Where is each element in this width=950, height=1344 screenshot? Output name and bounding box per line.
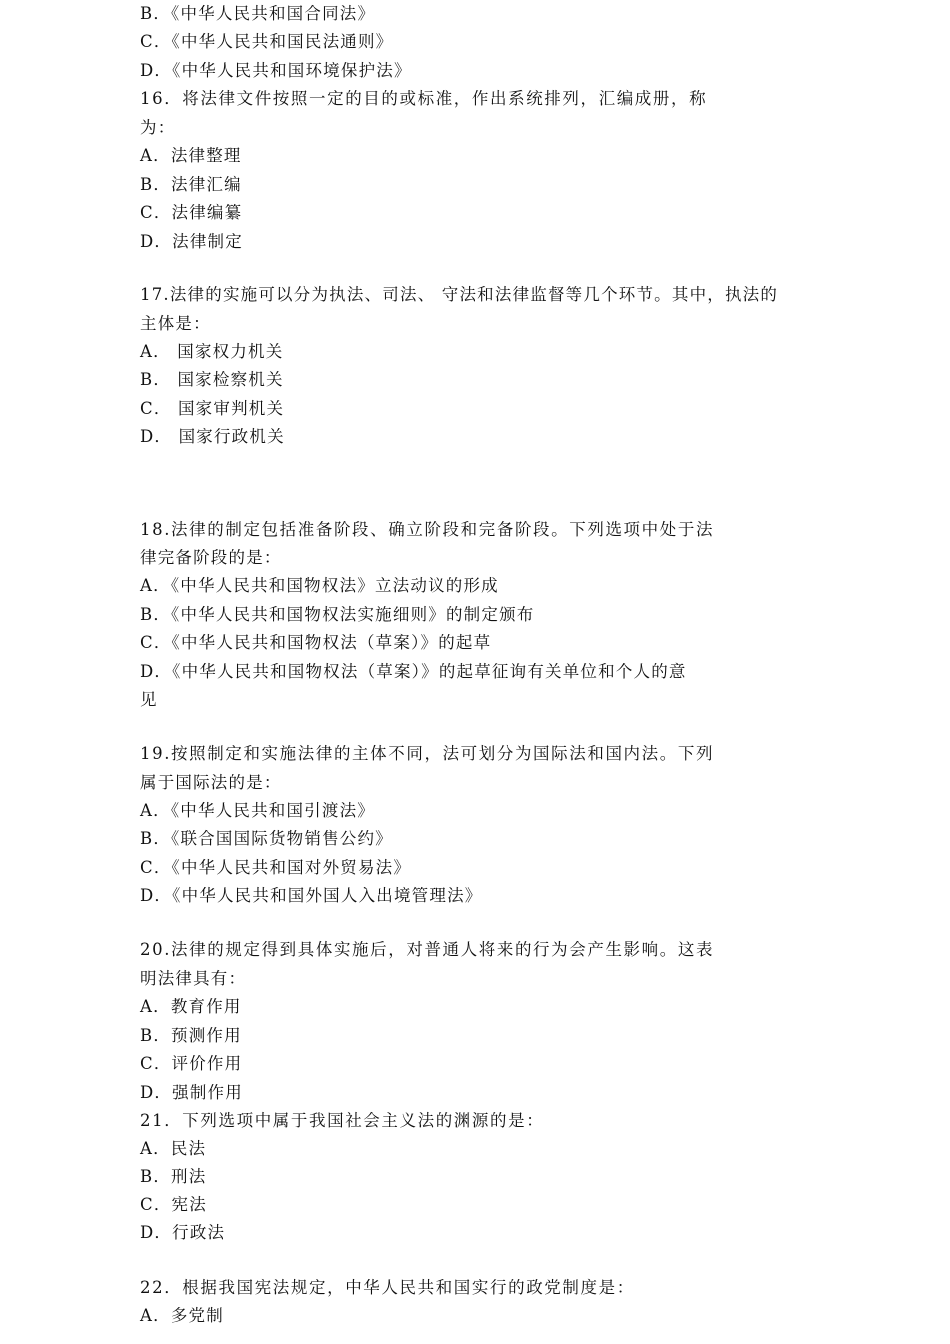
option-line: D．强制作用 — [140, 1083, 243, 1102]
option-line: C． 国家审判机关 — [140, 399, 285, 418]
option-line: C．《中华人民共和国民法通则》 — [140, 32, 394, 51]
option-line: A．多党制 — [140, 1306, 224, 1325]
question-16-text-cont: 为： — [140, 118, 176, 137]
question-21-text: 21．下列选项中属于我国社会主义法的渊源的是： — [140, 1111, 545, 1130]
option-line: B．《联合国国际货物销售公约》 — [140, 829, 393, 848]
option-line: C．法律编纂 — [140, 203, 243, 222]
option-line: C．宪法 — [140, 1195, 207, 1214]
question-16-text: 16．将法律文件按照一定的目的或标准，作出系统排列，汇编成册，称 — [140, 89, 708, 108]
question-18-text-cont: 律完备阶段的是： — [140, 548, 282, 567]
option-line: B．《中华人民共和国合同法》 — [140, 4, 376, 23]
option-line: B． 国家检察机关 — [140, 370, 284, 389]
option-line: D．《中华人民共和国物权法（草案）》的起草征询有关单位和个人的意 — [140, 662, 687, 681]
option-line: D．《中华人民共和国外国人入出境管理法》 — [140, 886, 483, 905]
option-line: B．《中华人民共和国物权法实施细则》的制定颁布 — [140, 605, 535, 624]
option-line: D．《中华人民共和国环境保护法》 — [140, 61, 412, 80]
question-20-text-cont: 明法律具有： — [140, 969, 247, 988]
option-line: C．评价作用 — [140, 1054, 243, 1073]
option-line: C．《中华人民共和国对外贸易法》 — [140, 858, 412, 877]
option-line: A．《中华人民共和国引渡法》 — [140, 801, 375, 820]
question-19-text-cont: 属于国际法的是： — [140, 773, 282, 792]
question-17-text-cont: 主体是： — [140, 314, 211, 333]
option-line: A．《中华人民共和国物权法》立法动议的形成 — [140, 576, 499, 595]
question-19-text: 19.按照制定和实施法律的主体不同，法可划分为国际法和国内法。下列 — [140, 744, 715, 763]
option-line: A．民法 — [140, 1139, 207, 1158]
question-18-text: 18.法律的制定包括准备阶段、确立阶段和完备阶段。下列选项中处于法 — [140, 520, 715, 539]
option-line: D．法律制定 — [140, 232, 243, 251]
option-line-cont: 见 — [140, 690, 158, 709]
question-20-text: 20.法律的规定得到具体实施后，对普通人将来的行为会产生影响。这表 — [140, 940, 715, 959]
option-line: D． 国家行政机关 — [140, 427, 285, 446]
question-22-text: 22．根据我国宪法规定，中华人民共和国实行的政党制度是： — [140, 1278, 635, 1297]
option-line: D．行政法 — [140, 1223, 226, 1242]
option-line: B．刑法 — [140, 1167, 207, 1186]
option-line: C．《中华人民共和国物权法（草案）》的起草 — [140, 633, 492, 652]
option-line: A． 国家权力机关 — [140, 342, 284, 361]
option-line: B．预测作用 — [140, 1026, 242, 1045]
option-line: A．教育作用 — [140, 997, 242, 1016]
option-line: B．法律汇编 — [140, 175, 242, 194]
question-17-text: 17.法律的实施可以分为执法、司法、 守法和法律监督等几个环节。其中，执法的 — [140, 285, 779, 304]
option-line: A．法律整理 — [140, 146, 242, 165]
